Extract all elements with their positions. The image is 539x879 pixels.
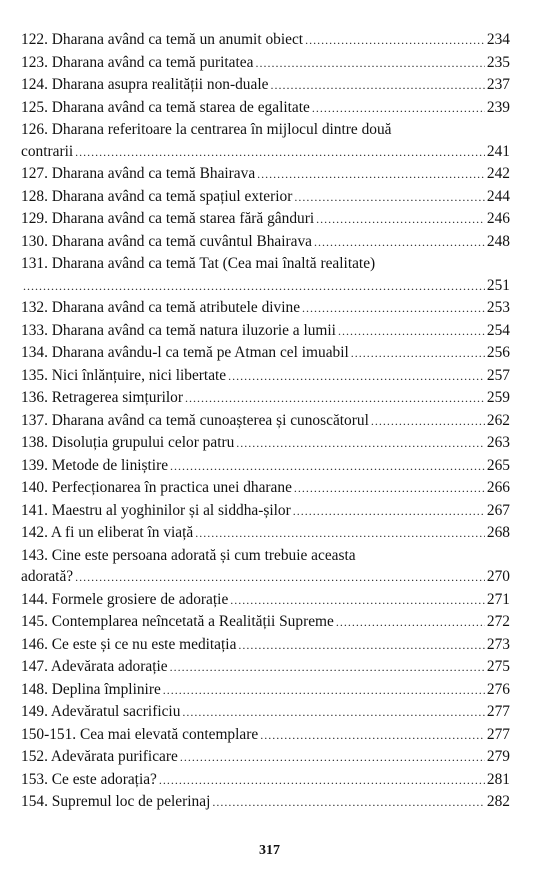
- toc-entry: [21, 208, 510, 231]
- toc-entry: [21, 455, 510, 478]
- toc-entry-page: 276: [486, 680, 510, 698]
- table-of-contents: [21, 29, 510, 814]
- dot-leader: [236, 433, 485, 455]
- toc-entry: [21, 365, 510, 388]
- toc-entry-page: 281: [486, 770, 510, 788]
- toc-entry-title: 130. Dharana având ca temă cuvântul Bhairava: [21, 232, 313, 250]
- dot-leader: [195, 523, 485, 545]
- toc-entry-page: 268: [486, 524, 510, 541]
- toc-entry-title: 133. Dharana având ca temă natura iluzorie a lumii: [21, 321, 336, 339]
- toc-entry-page: 254: [486, 321, 510, 339]
- toc-entry-page: 270: [486, 568, 510, 585]
- toc-entry-page: 257: [486, 366, 510, 384]
- toc-entry-title: 124. Dharana asupra realității non-duale: [21, 76, 269, 93]
- dot-leader: [238, 635, 485, 657]
- toc-entry-page: 267: [486, 501, 510, 519]
- dot-leader: [314, 232, 485, 254]
- dot-leader: [371, 411, 485, 433]
- toc-entry-page: 266: [486, 479, 510, 496]
- toc-entry: [21, 791, 510, 814]
- toc-entry: [21, 477, 510, 500]
- dot-leader: [212, 792, 485, 814]
- toc-entry: [21, 97, 510, 120]
- toc-entry-title: contrarii: [21, 142, 74, 160]
- toc-entry: [21, 141, 510, 164]
- toc-entry: [21, 701, 510, 724]
- toc-entry-page: 271: [486, 590, 510, 608]
- dot-leader: [170, 456, 485, 478]
- toc-entry: [21, 297, 510, 320]
- toc-entry-title: 152. Adevărata purificare: [21, 748, 178, 765]
- toc-entry-title: adorată?: [21, 568, 74, 585]
- dot-leader: [255, 53, 484, 75]
- toc-entry: [21, 679, 510, 702]
- toc-entry-page: 263: [486, 434, 510, 451]
- toc-entry-title: 142. A fi un eliberat în viață: [21, 524, 194, 541]
- toc-entry: [21, 522, 510, 545]
- page-number: 317: [259, 843, 280, 858]
- dot-leader: [185, 388, 485, 410]
- toc-entry: [21, 611, 510, 634]
- toc-entry-title: 137. Dharana având ca temă cunoașterea și cunoscătorul: [21, 411, 369, 429]
- toc-entry-page: 275: [486, 658, 510, 675]
- toc-entry-first-line: 143. Cine este persoana adorată și cum trebuie aceasta: [21, 546, 356, 564]
- toc-entry-title: 141. Maestru al yoghinilor și al siddha-șilor: [21, 501, 291, 519]
- toc-entry: [21, 275, 510, 298]
- dot-leader: [316, 209, 485, 231]
- dot-leader: [257, 164, 485, 186]
- toc-entry-title: 134. Dharana avându-l ca temă pe Atman cel imuabil: [21, 344, 349, 361]
- toc-entry: [21, 656, 510, 679]
- toc-entry: [21, 746, 510, 769]
- dot-leader: [163, 680, 485, 702]
- toc-entry-title: 139. Metode de liniștire: [21, 456, 169, 474]
- toc-entry-first-line: 131. Dharana având ca temă Tat (Cea mai înaltă realitate): [21, 255, 376, 272]
- toc-entry-first-line: 126. Dharana referitoare la centrarea în mijlocul dintre două: [21, 121, 392, 138]
- dot-leader: [294, 187, 485, 209]
- toc-entry-title: 154. Supremul loc de pelerinaj: [21, 793, 211, 810]
- dot-leader: [294, 478, 485, 500]
- toc-entry-title: 150-151. Cea mai elevată contemplare: [21, 725, 259, 743]
- toc-entry-page: 282: [486, 793, 510, 810]
- toc-entry-page: 262: [486, 411, 510, 429]
- dot-leader: [270, 75, 484, 97]
- toc-entry-page: 239: [486, 98, 510, 116]
- dot-leader: [159, 770, 485, 792]
- dot-leader: [170, 657, 485, 679]
- toc-entry-title: 149. Adevăratul sacrificiu: [21, 703, 181, 720]
- toc-entry-title: 147. Adevărata adorație: [21, 658, 168, 675]
- toc-entry: [21, 29, 510, 52]
- toc-entry-page: 244: [486, 187, 510, 205]
- toc-entry: [21, 500, 510, 523]
- toc-entry-page: 235: [486, 53, 510, 71]
- toc-entry-title: 146. Ce este și ce nu este meditația: [21, 635, 237, 653]
- toc-entry-page: 272: [486, 613, 510, 630]
- toc-entry-title: 145. Contemplarea neîncetată a Realității Supreme: [21, 613, 334, 630]
- toc-entry-title: 148. Deplina împlinire: [21, 680, 161, 698]
- dot-leader: [336, 612, 485, 634]
- dot-leader: [293, 501, 485, 523]
- toc-entry: [21, 387, 510, 410]
- toc-entry-page: 253: [486, 299, 510, 316]
- toc-entry-title: 127. Dharana având ca temă Bhairava: [21, 165, 256, 182]
- dot-leader: [260, 725, 485, 747]
- toc-entry-title: 123. Dharana având ca temă puritatea: [21, 53, 254, 71]
- toc-entry: [21, 320, 510, 343]
- dot-leader: [230, 590, 485, 612]
- toc-entry-title: 125. Dharana având ca temă starea de egalitate: [21, 98, 310, 116]
- toc-entry-title: 140. Perfecționarea în practica unei dharane: [21, 479, 292, 496]
- toc-entry-page: 265: [486, 456, 510, 474]
- dot-leader: [305, 30, 485, 52]
- toc-entry-title: 129. Dharana având ca temă starea fără gânduri: [21, 210, 315, 227]
- dot-leader: [302, 298, 485, 320]
- toc-entry-title: 144. Formele grosiere de adorație: [21, 590, 229, 608]
- toc-entry-title: 122. Dharana având ca temă un anumit obiect: [21, 31, 304, 48]
- dot-leader: [228, 366, 485, 388]
- toc-entry-page: 234: [486, 31, 510, 48]
- dot-leader: [338, 321, 485, 343]
- toc-entry-page: 248: [486, 232, 510, 250]
- toc-entry-page: 246: [486, 210, 510, 227]
- toc-entry: [21, 231, 510, 254]
- dot-leader: [312, 98, 485, 120]
- toc-entry: [21, 74, 510, 97]
- dot-leader: [351, 343, 485, 365]
- toc-entry-page: 277: [486, 703, 510, 720]
- toc-entry: [21, 432, 510, 455]
- toc-entry-title: 135. Nici înlănțuire, nici libertate: [21, 366, 227, 384]
- toc-entry-page: 256: [486, 344, 510, 361]
- toc-entry: [21, 163, 510, 186]
- dot-leader: [182, 702, 484, 724]
- dot-leader: [75, 567, 485, 589]
- toc-entry-title: 132. Dharana având ca temă atributele divine: [21, 299, 301, 316]
- toc-entry-title: 128. Dharana având ca temă spațiul exterior: [21, 187, 293, 205]
- toc-entry: [21, 566, 510, 589]
- toc-entry-page: 237: [486, 76, 510, 93]
- dot-leader: [75, 142, 485, 164]
- toc-entry: [21, 769, 510, 792]
- toc-entry-page: 242: [486, 165, 510, 182]
- toc-entry: [21, 589, 510, 612]
- toc-entry: [21, 724, 510, 747]
- dot-leader: [23, 276, 485, 298]
- toc-entry-title: 136. Retragerea simțurilor: [21, 389, 183, 406]
- toc-entry: [21, 52, 510, 75]
- toc-entry: [21, 186, 510, 209]
- dot-leader: [180, 747, 485, 769]
- toc-entry-page: 241: [486, 142, 510, 160]
- toc-entry-title: 138. Disoluția grupului celor patru: [21, 434, 235, 451]
- toc-entry-title: 153. Ce este adorația?: [21, 770, 157, 788]
- toc-entry: [21, 342, 510, 365]
- toc-entry-page: 251: [486, 276, 510, 294]
- toc-entry-page: 273: [486, 635, 510, 653]
- toc-entry: [21, 634, 510, 657]
- toc-entry-page: 259: [486, 389, 510, 406]
- toc-entry: [21, 410, 510, 433]
- toc-entry-page: 279: [486, 748, 510, 765]
- toc-entry-page: 277: [486, 725, 510, 743]
